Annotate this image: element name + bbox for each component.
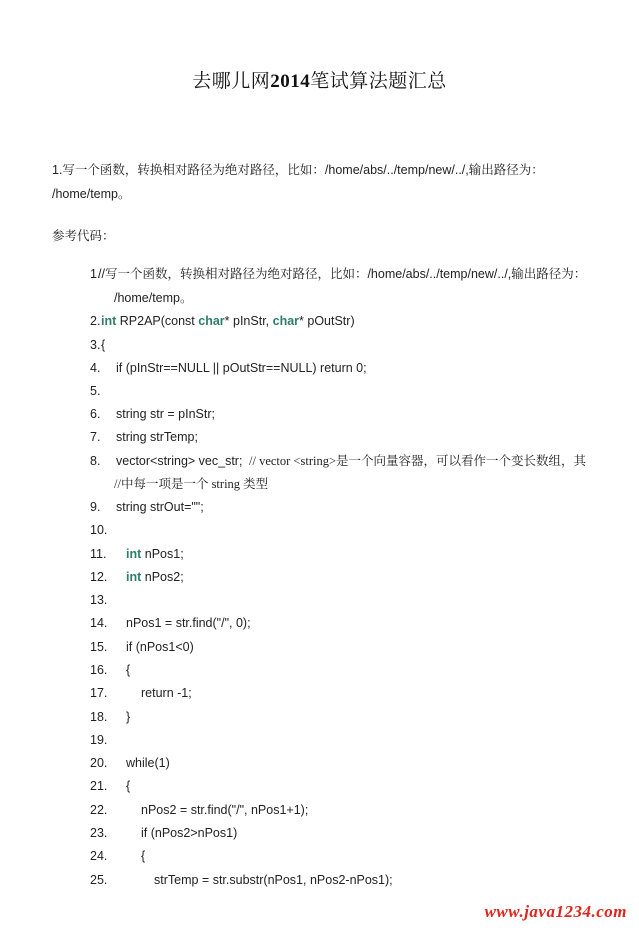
code-line: {: [126, 779, 131, 793]
code-line: string strTemp;: [116, 430, 198, 444]
line-number: 7.: [90, 430, 101, 444]
question-text: 1.写一个函数，转换相对路径为绝对路径，比如：/home/abs/../temp/new/../,输出路径为：: [52, 163, 544, 177]
line-number: 21.: [90, 779, 108, 793]
line-number: 24.: [90, 849, 108, 863]
keyword: int: [101, 314, 117, 328]
keyword: char: [198, 314, 225, 328]
line-number: 11.: [90, 547, 107, 561]
line-number: 20.: [90, 756, 108, 770]
line-number: 25.: [90, 873, 108, 887]
code-line-continued: /home/temp。: [114, 291, 193, 305]
line-number: 16.: [90, 663, 108, 677]
code-line: if (nPos1<0): [126, 640, 194, 654]
line-number: 1.: [90, 267, 101, 281]
line-number: 6.: [90, 407, 101, 421]
line-number: 23.: [90, 826, 108, 840]
keyword: int: [126, 570, 142, 584]
code-line: vector<string> vec_str;: [116, 454, 243, 468]
keyword: char: [272, 314, 300, 328]
code-line: int RP2AP(const char* pInStr, char* pOutStr): [101, 314, 355, 328]
line-number: 8.: [90, 454, 101, 468]
code-line: nPos1 = str.find("/", 0);: [126, 616, 251, 630]
line-number: 18.: [90, 710, 108, 724]
line-number: 4.: [90, 361, 101, 375]
code-line: int nPos2;: [126, 570, 184, 584]
line-number: 17.: [90, 686, 108, 700]
line-number: 13.: [90, 593, 108, 607]
line-number: 14.: [90, 616, 108, 630]
code-line: if (pInStr==NULL || pOutStr==NULL) return 0;: [116, 361, 367, 375]
line-number: 15.: [90, 640, 108, 654]
code-line: }: [126, 710, 131, 724]
code-line: {: [126, 663, 131, 677]
code-line: return -1;: [141, 686, 192, 700]
code-line: //写一个函数，转换相对路径为绝对路径，比如：/home/abs/../temp/new/../,输出路径为：: [98, 267, 587, 281]
code-line: nPos2 = str.find("/", nPos1+1);: [141, 803, 309, 817]
code-line: int nPos1;: [126, 547, 184, 561]
watermark-logo: www.java1234.com: [484, 902, 627, 921]
question-text-continued: /home/temp。: [52, 187, 131, 201]
page-title: 去哪儿网2014笔试算法题汇总: [192, 71, 447, 92]
line-number: 5.: [90, 384, 101, 398]
code-line: string strOut="";: [116, 500, 204, 514]
line-number: 9.: [90, 500, 101, 514]
code-comment: // vector <string>是一个向量容器，可以看作一个变长数组，其: [249, 454, 587, 468]
code-line: {: [101, 338, 106, 352]
code-comment-continued: //中每一项是一个 string 类型: [114, 477, 269, 491]
code-line: while(1): [126, 756, 170, 770]
line-number: 10.: [90, 523, 108, 537]
code-line: if (nPos2>nPos1): [141, 826, 238, 840]
line-number: 3.: [90, 338, 101, 352]
code-line: strTemp = str.substr(nPos1, nPos2-nPos1);: [154, 873, 393, 887]
code-line: string str = pInStr;: [116, 407, 215, 421]
line-number: 19.: [90, 733, 108, 747]
keyword: int: [126, 547, 142, 561]
code-line: {: [141, 849, 146, 863]
line-number: 12.: [90, 570, 108, 584]
reference-code-label: 参考代码：: [52, 229, 115, 243]
line-number: 2.: [90, 314, 101, 328]
line-number: 22.: [90, 803, 108, 817]
